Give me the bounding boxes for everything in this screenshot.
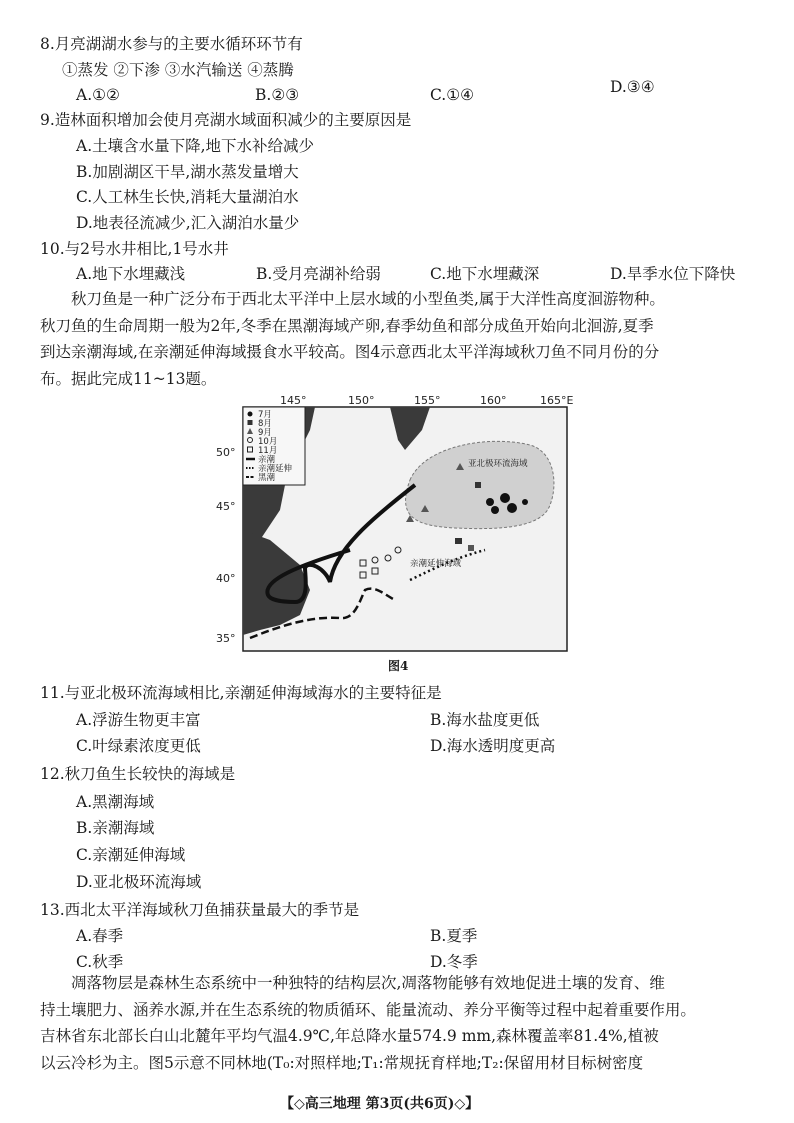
legend-aug: 8月 <box>258 419 272 429</box>
fish-aug <box>475 482 481 488</box>
lat-label-35: 35° <box>216 632 236 645</box>
passage-saury <box>40 286 760 392</box>
label-oyashio-extension: 亲潮延伸海域 <box>410 559 462 569</box>
passage-saury-line-1: 秋刀鱼是一种广泛分布于西北太平洋中上层水域的小型鱼类,属于大洋性高度洄游物种。 <box>71 290 665 308</box>
q10-option-a: A.地下水埋藏浅 <box>76 265 186 283</box>
legend-oyashio: 亲潮 <box>258 455 276 465</box>
lat-label-50: 50° <box>216 446 236 459</box>
lon-label-160: 160° <box>480 394 507 407</box>
label-subarctic-gyre: 亚北极环流海域 <box>468 459 528 469</box>
fish-jul <box>486 498 494 506</box>
lon-label-155: 155° <box>414 394 441 407</box>
q10-option-c: C.地下水埋藏深 <box>430 265 540 283</box>
q8-items: ①蒸发 ②下渗 ③水汽输送 ④蒸腾 <box>62 61 294 79</box>
q11-option-a: A.浮游生物更丰富 <box>76 711 201 729</box>
legend-symbol-aug <box>248 420 253 425</box>
q11-option-d: D.海水透明度更高 <box>430 737 556 755</box>
lon-label-145: 145° <box>280 394 307 407</box>
passage-saury-line-3: 到达亲潮海域,在亲潮延伸海域摄食水平较高。图4示意西北太平洋海域秋刀鱼不同月份的分 <box>40 343 660 361</box>
passage-saury-line-4: 布。据此完成11~13题。 <box>40 369 217 388</box>
figure-4-map <box>200 390 600 655</box>
q9-option-c: C.人工林生长快,消耗大量湖泊水 <box>76 188 299 206</box>
q9-stem: 9.造林面积增加会使月亮湖水域面积减少的主要原因是 <box>40 111 412 129</box>
fish-jul <box>522 499 528 505</box>
fish-aug <box>468 545 474 551</box>
lon-label-165: 165°E <box>540 394 574 407</box>
q9-option-a: A.土壤含水量下降,地下水补给减少 <box>76 137 315 155</box>
q10-option-b: B.受月亮湖补给弱 <box>256 265 381 283</box>
figure-caption: 图4 <box>388 659 409 673</box>
passage-litter-line-1: 凋落物层是森林生态系统中一种独特的结构层次,凋落物能够有效地促进土壤的发育、维 <box>71 974 665 992</box>
q10-option-d: D.旱季水位下降快 <box>610 265 736 283</box>
q8-option-b: B.②③ <box>255 86 300 104</box>
lat-label-45: 45° <box>216 500 236 513</box>
passage-litter-line-2: 持土壤肥力、涵养水源,并在生态系统的物质循环、能量流动、养分平衡等过程中起着重要作用。 <box>40 1000 696 1019</box>
legend-nov: 11月 <box>258 446 278 456</box>
fish-jul <box>507 503 517 513</box>
legend-symbol-jul <box>248 412 253 417</box>
q8-option-a: A.①② <box>76 86 120 104</box>
legend-oct: 10月 <box>258 437 278 447</box>
page-footer: 【◇高三地理 第3页(共6页)◇】 <box>280 1096 480 1112</box>
q13-option-a: A.春季 <box>76 927 124 945</box>
legend-sep: 9月 <box>258 428 272 438</box>
q10-stem: 10.与2号水井相比,1号水井 <box>40 240 229 258</box>
q13-option-d: D.冬季 <box>430 953 478 971</box>
lat-label-40: 40° <box>216 572 236 585</box>
q8-stem: 8.月亮湖湖水参与的主要水循环环节有 <box>40 35 303 53</box>
passage-litter <box>40 970 760 1076</box>
passage-saury-line-2: 秋刀鱼的生命周期一般为2年,冬季在黑潮海域产卵,春季幼鱼和部分成鱼开始向北洄游,夏季 <box>40 316 654 335</box>
fish-jul <box>491 506 499 514</box>
passage-litter-line-3: 吉林省东北部长白山北麓年平均气温4.9℃,年总降水量574.9 mm,森林覆盖率81.4%,植被 <box>40 1027 659 1045</box>
legend-kuroshio: 黑潮 <box>258 473 276 483</box>
q9-option-d: D.地表径流减少,汇入湖泊水量少 <box>76 214 300 232</box>
passage-litter-line-4: 以云冷杉为主。图5示意不同林地(T₀:对照样地;T₁:常规抚育样地;T₂:保留用材目标树密度 <box>40 1053 644 1072</box>
q8-option-d: D.③④ <box>610 78 655 96</box>
fish-aug <box>455 538 462 544</box>
legend-jul: 7月 <box>258 410 272 420</box>
q13-option-b: B.夏季 <box>430 927 478 945</box>
q11-option-c: C.叶绿素浓度更低 <box>76 737 201 755</box>
q11-option-b: B.海水盐度更低 <box>430 711 540 729</box>
q12-option-d: D.亚北极环流海域 <box>76 873 202 891</box>
q11-stem: 11.与亚北极环流海域相比,亲潮延伸海域海水的主要特征是 <box>40 684 442 702</box>
lon-label-150: 150° <box>348 394 375 407</box>
q8-option-c: C.①④ <box>430 86 475 104</box>
q13-stem: 13.西北太平洋海域秋刀鱼捕获量最大的季节是 <box>40 901 360 919</box>
fish-jul <box>500 493 510 503</box>
q12-stem: 12.秋刀鱼生长较快的海域是 <box>40 765 236 783</box>
q12-option-c: C.亲潮延伸海域 <box>76 846 186 864</box>
q13-option-c: C.秋季 <box>76 953 124 971</box>
q9-option-b: B.加剧湖区干旱,湖水蒸发量增大 <box>76 163 299 181</box>
q12-option-a: A.黑潮海域 <box>76 793 155 811</box>
q12-option-b: B.亲潮海域 <box>76 819 155 837</box>
legend-extension: 亲潮延伸 <box>258 464 293 474</box>
